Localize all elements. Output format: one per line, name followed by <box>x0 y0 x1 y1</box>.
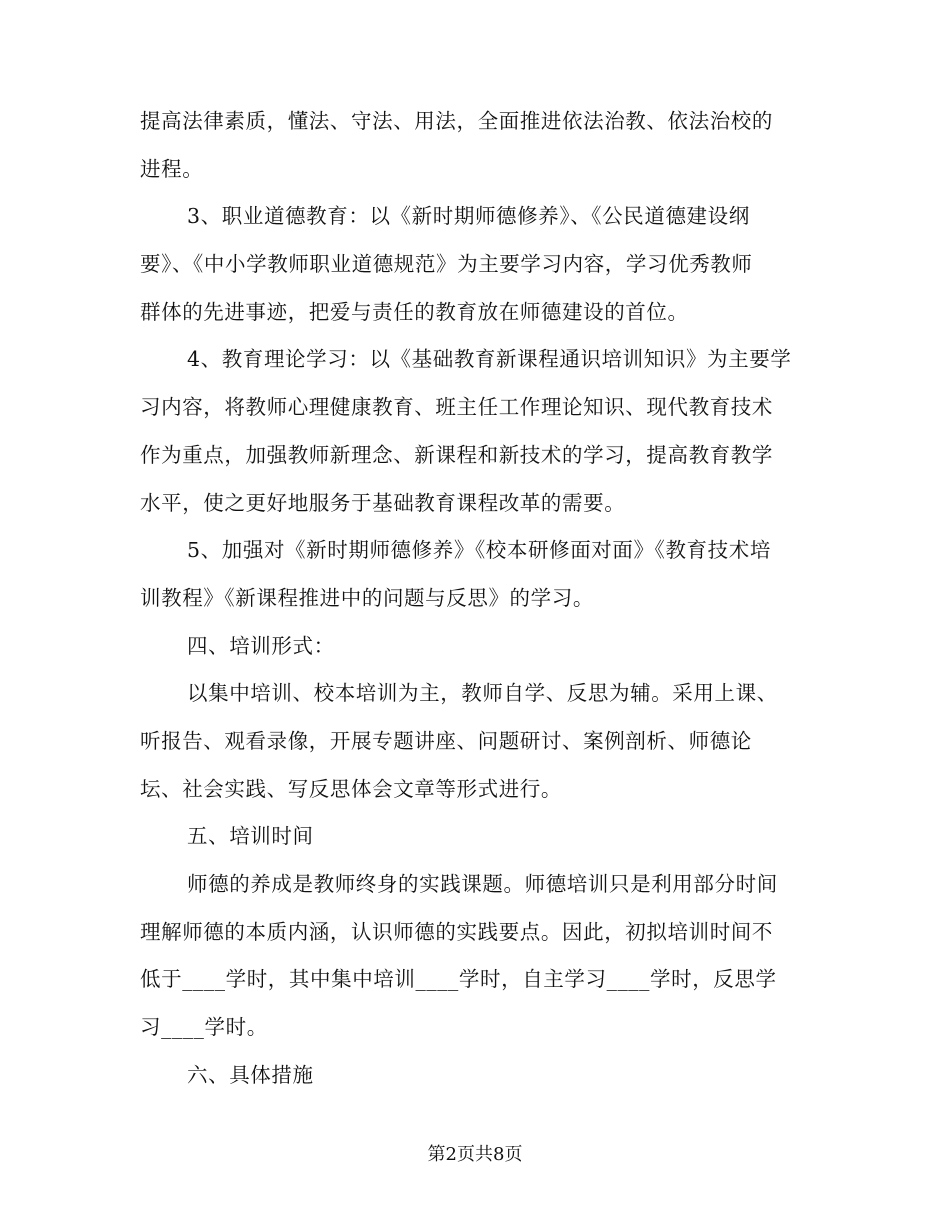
text-line: 要》、《中小学教师职业道德规范》为主要学习内容，学习优秀教师 <box>140 252 753 277</box>
paragraph-line: 4、教育理论学习：以《基础教育新课程通识培训知识》为主要学 <box>187 347 792 372</box>
section-heading: 四、培训形式： <box>187 633 335 658</box>
text-line: 习内容，将教师心理健康教育、班主任工作理论知识、现代教育技术 <box>140 395 773 420</box>
text-line: 理解师德的本质内涵，认识师德的实践要点。因此，初拟培训时间不 <box>140 919 773 944</box>
text-line: 进程。 <box>140 156 204 181</box>
text-line: 坛、社会实践、写反思体会文章等形式进行。 <box>140 776 562 801</box>
section-heading: 五、培训时间 <box>187 824 314 849</box>
page-number-footer: 第2页共8页 <box>427 1144 523 1165</box>
text-line: 群体的先进事迹，把爱与责任的教育放在师德建设的首位。 <box>140 299 689 324</box>
paragraph-line: 5、加强对《新时期师德修养》《校本研修面对面》《教育技术培 <box>187 538 771 563</box>
paragraph-line: 3、职业道德教育：以《新时期师德修养》、《公民道德建设纲 <box>187 204 750 229</box>
text-line: 作为重点，加强教师新理念、新课程和新技术的学习，提高教育教学 <box>140 442 773 467</box>
paragraph-line: 以集中培训、校本培训为主，教师自学、反思为辅。采用上课、 <box>187 681 778 706</box>
section-heading: 六、具体措施 <box>187 1062 314 1087</box>
text-line: 提高法律素质，懂法、守法、用法，全面推进依法治教、依法治校的 <box>140 109 773 133</box>
text-line: 习____学时。 <box>140 1015 268 1040</box>
document-body <box>140 98 820 1099</box>
text-line: 水平，使之更好地服务于基础教育课程改革的需要。 <box>140 490 626 515</box>
text-line: 听报告、观看录像，开展专题讲座、问题研讨、案例剖析、师德论 <box>140 728 752 753</box>
text-line: 低于____学时，其中集中培训____学时，自主学习____学时，反思学 <box>140 967 777 992</box>
paragraph-line: 师德的养成是教师终身的实践课题。师德培训只是利用部分时间 <box>187 872 778 896</box>
text-line: 训教程》《新课程推进中的问题与反思》的学习。 <box>140 585 594 610</box>
